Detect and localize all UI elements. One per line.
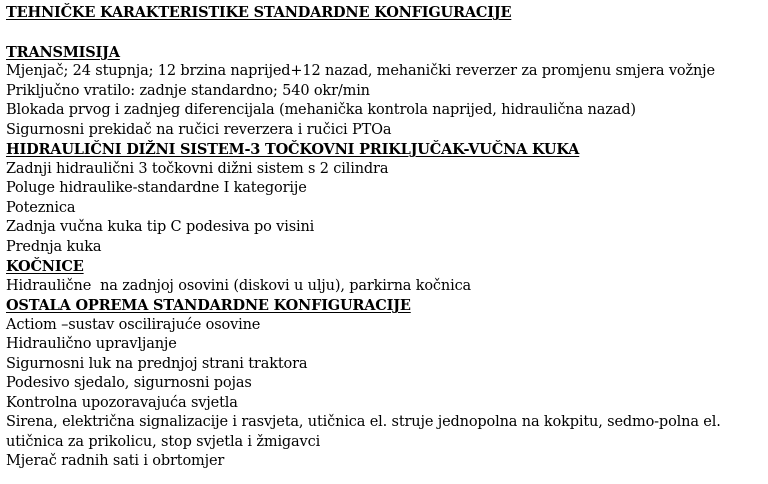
document <box>6 3 762 472</box>
list-item: Mjenjač; 24 stupnja; 12 brzina naprijed+12 nazad, mehanički reverzer za promjenu smjera vožnje <box>6 63 715 79</box>
list-item: Blokada prvog i zadnjeg diferencijala (mehanička kontrola naprijed, hidraulična nazad) <box>6 102 636 118</box>
list-item: Priključno vratilo: zadnje standardno; 540 okr/min <box>6 82 370 99</box>
list-item: Mjerač radnih sati i obrtomjer <box>6 453 225 469</box>
section-heading-ostala-oprema: OSTALA OPREMA STANDARDNE KONFIGURACIJE <box>6 297 411 314</box>
list-item: Actiom –sustav oscilirajuće osovine <box>6 316 261 333</box>
list-item: Zadnji hidraulični 3 točkovni dižni sistem s 2 cilindra <box>6 160 389 177</box>
section-heading-transmisija: TRANSMISIJA <box>6 43 120 61</box>
list-item: Sirena, električna signalizacije i rasvjeta, utičnica el. struje jednopolna na kokpitu, sedmo-polna el. <box>6 414 721 430</box>
list-item: Poluge hidraulike-standardne I kategorije <box>6 180 307 196</box>
section-heading-kocnice: KOČNICE <box>6 258 84 275</box>
list-item: Prednja kuka <box>6 238 102 255</box>
list-item: Kontrolna upozoravajuća svjetla <box>6 394 238 411</box>
section-heading-hidraulicni-sistem: HIDRAULIČNI DIŽNI SISTEM-3 TOČKOVNI PRIKLJUČAK-VUČNA KUKA <box>6 141 580 158</box>
list-item: utičnica za prikolicu, stop svjetla i žmigavci <box>6 433 321 450</box>
list-item: Poteznica <box>6 199 76 216</box>
list-item: Hidraulične na zadnjoj osovini (diskovi u ulju), parkirna kočnica <box>6 277 472 294</box>
list-item: Sigurnosni luk na prednjoj strani traktora <box>6 355 308 372</box>
list-item: Podesivo sjedalo, sigurnosni pojas <box>6 375 252 391</box>
list-item: Sigurnosni prekidač na ručici reverzera i ručici PTOa <box>6 121 392 138</box>
list-item: Zadnja vučna kuka tip C podesiva po visini <box>6 219 315 235</box>
document-title: TEHNIČKE KARAKTERISTIKE STANDARDNE KONFIGURACIJE <box>6 4 512 21</box>
list-item: Hidraulično upravljanje <box>6 336 177 352</box>
